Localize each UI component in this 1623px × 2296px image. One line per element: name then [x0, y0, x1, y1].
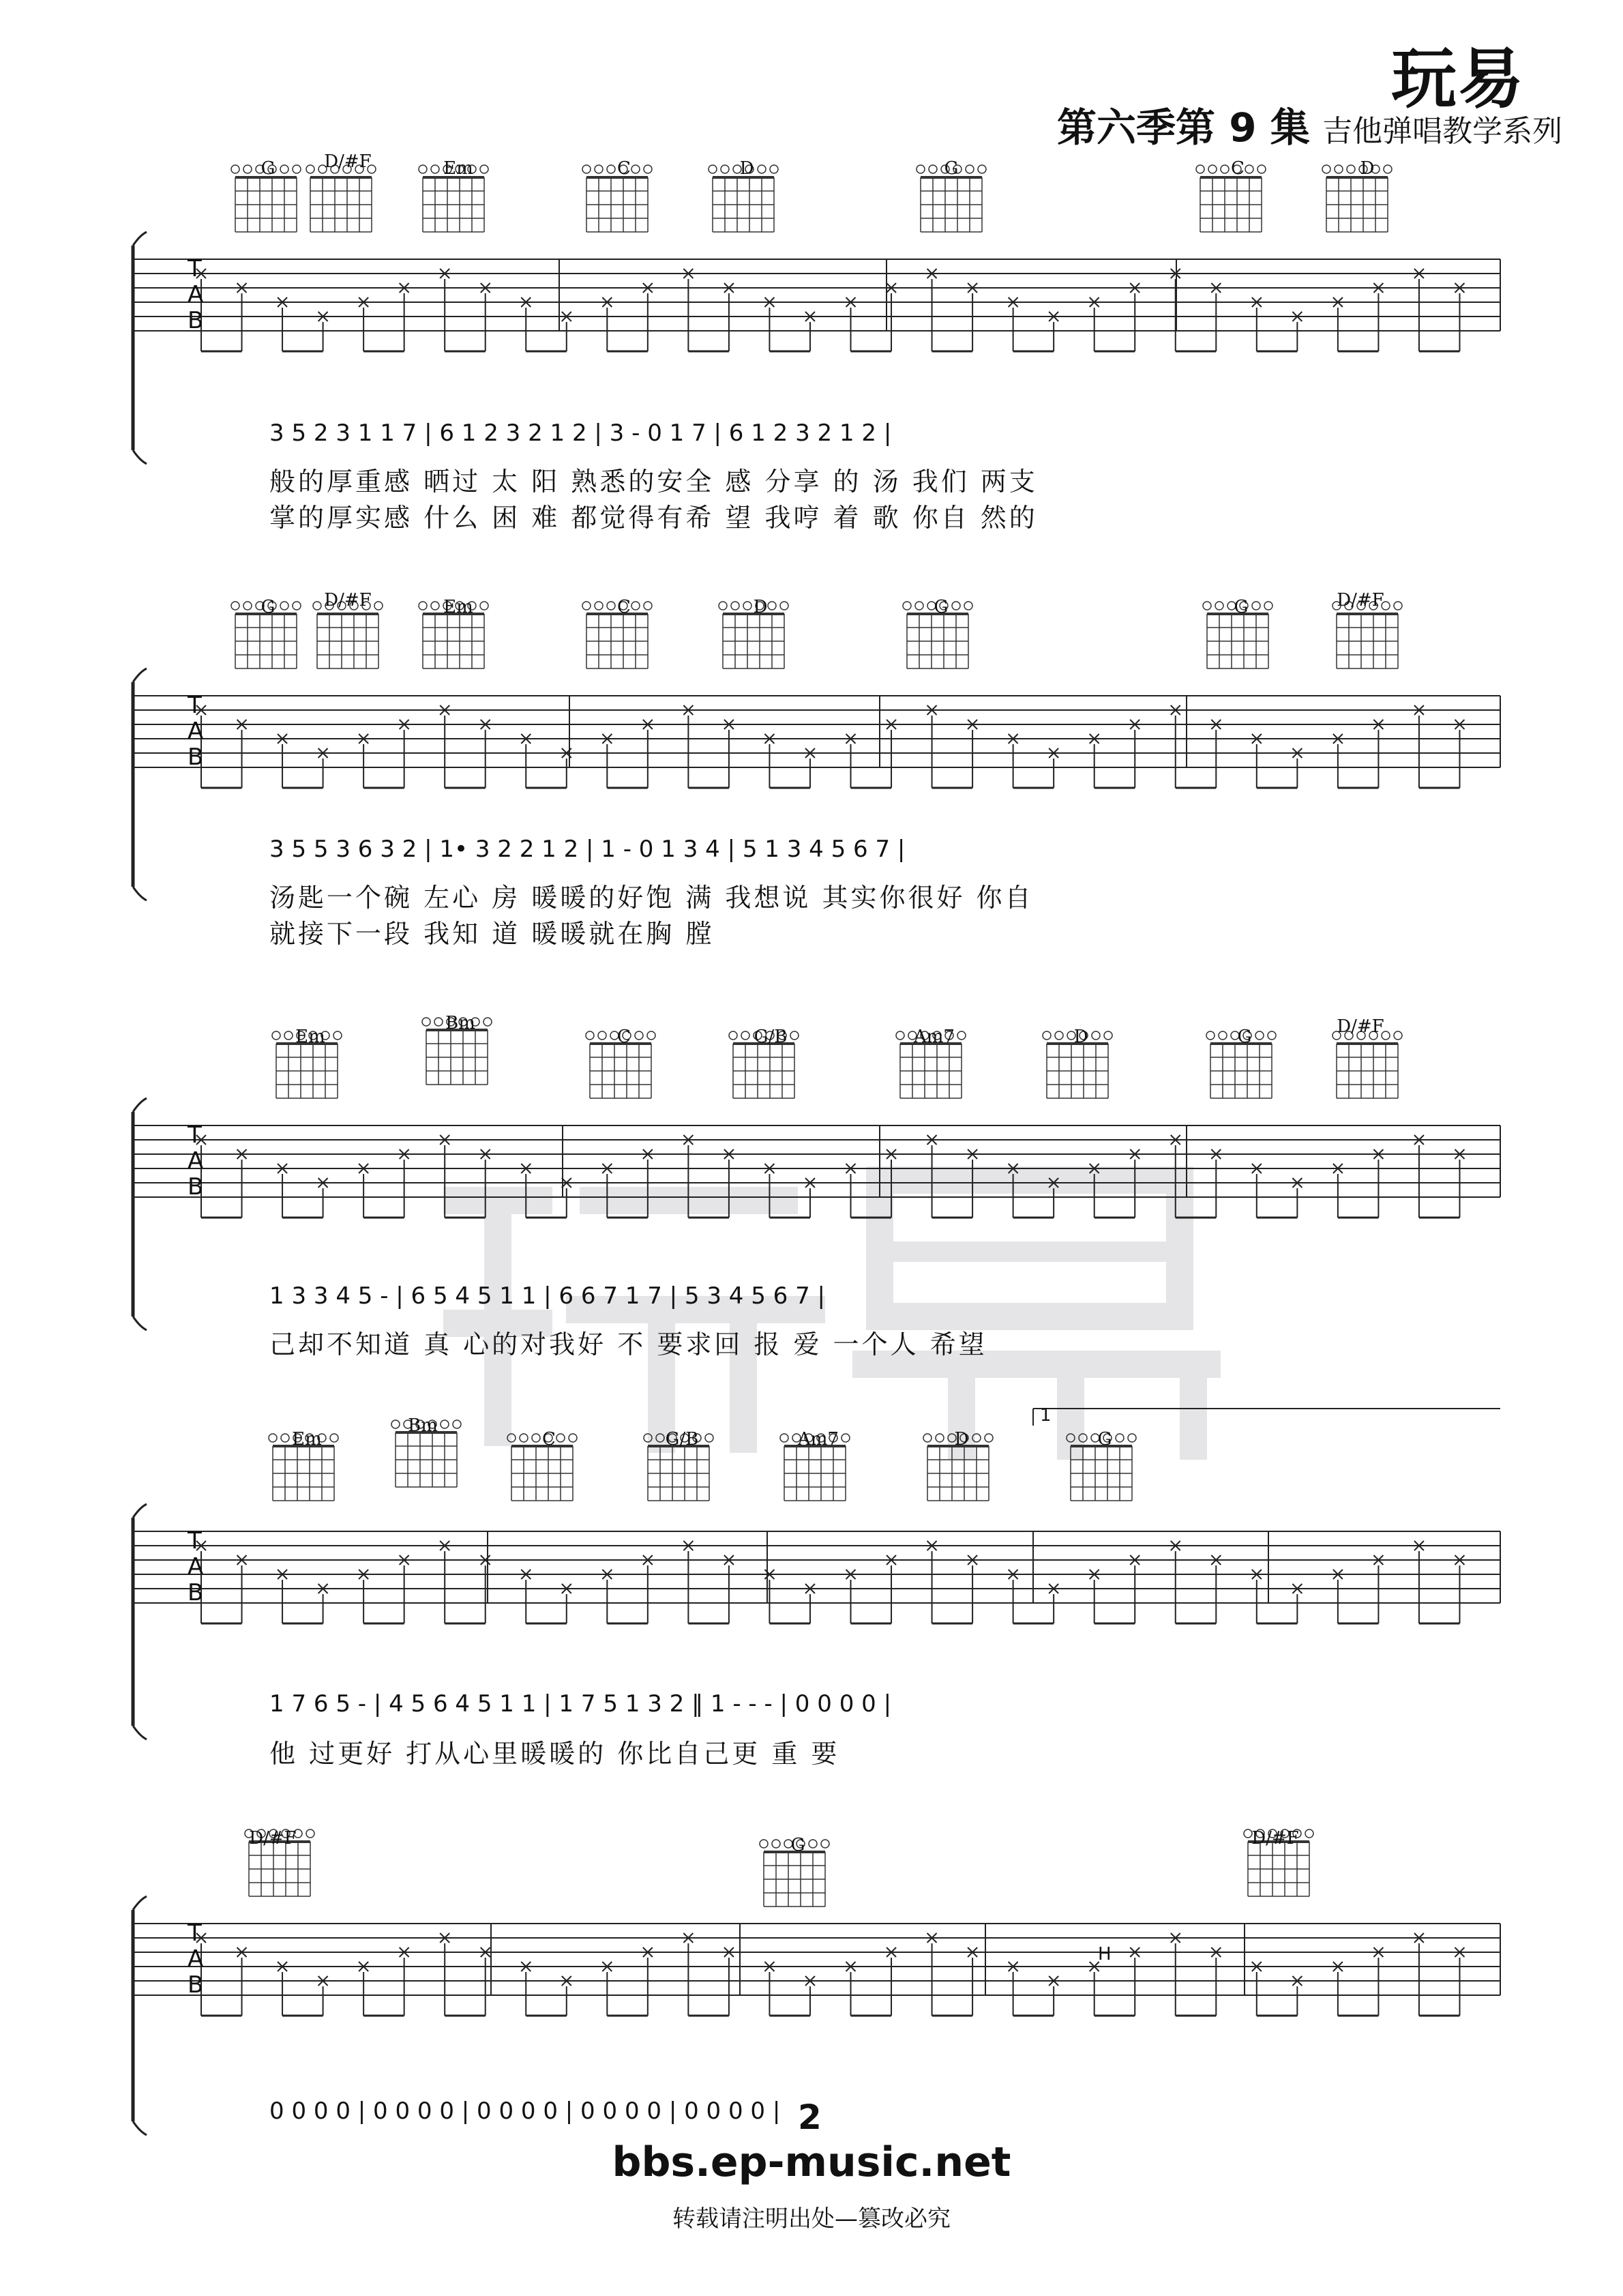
chord-label: G [944, 158, 959, 179]
chord-label: G [260, 158, 276, 179]
chord-label: Am7 [798, 1429, 839, 1449]
tab-clef-letters [188, 1122, 203, 1200]
chord-label: D/#F [1337, 1016, 1384, 1037]
clef-a: A [188, 718, 204, 745]
clef-a: A [188, 1147, 204, 1175]
clef-t: T [188, 692, 202, 719]
lyric-line-2: 就接下一段 我知 道 暖暖就在胸 膛 [269, 919, 715, 949]
chord-label: G [260, 597, 276, 617]
chord-label: Bm [445, 1013, 475, 1033]
chord-label: Em [443, 158, 473, 179]
chord-label: Em [295, 1027, 325, 1047]
chord-label: Am7 [914, 1027, 955, 1047]
clef-a: A [188, 1553, 204, 1580]
chord-label: G [1234, 597, 1249, 617]
chord-label: G/B [754, 1027, 788, 1047]
clef-t: T [188, 1919, 202, 1947]
chord-label: C [617, 1027, 631, 1047]
clef-b: B [188, 1971, 204, 1999]
lyric-line-1: 汤匙一个碗 左心 房 暖暖的好饱 满 我想说 其实你很好 你自 [269, 883, 1034, 913]
page-number: 2 [798, 2098, 822, 2137]
lyric-line-1: 己却不知道 真 心的对我好 不 要求回 报 爱 一个人 希望 [269, 1329, 987, 1359]
bracket-hook [133, 1098, 147, 1112]
chord-label: C [617, 158, 631, 179]
chord-label: D [739, 158, 754, 179]
tab-clef-letters [188, 1528, 203, 1606]
hammer-on-mark: H [1098, 1944, 1112, 1964]
chord-label: G [934, 597, 949, 617]
bracket-hook [133, 232, 147, 246]
chord-label: D/#F [249, 1828, 297, 1849]
clef-b: B [188, 1173, 204, 1201]
lyric-line-1: 他 过更好 打从心里暖暖的 你比自己更 重 要 [269, 1739, 840, 1769]
numbered-notation: 3 5 5 3 6 3 2 | 1• 3 2 2 1 2 | 1 - 0 1 3 4 | 5 1 3 4 5 6 7 | [269, 836, 906, 863]
series-label: 吉他弹唱教学系列 [1322, 114, 1563, 149]
bracket-hook [133, 668, 147, 682]
copyright-notice: 转载请注明出处—篡改必究 [672, 2205, 951, 2233]
chord-label: C [1231, 158, 1245, 179]
chord-label: D [954, 1429, 969, 1449]
clef-a: A [188, 1945, 204, 1973]
chord-label: Em [443, 597, 473, 617]
bracket-hook [133, 1726, 147, 1739]
chord-label: G/B [665, 1429, 699, 1449]
numbered-notation: 0 0 0 0 | 0 0 0 0 | 0 0 0 0 | 0 0 0 0 | 0 0 0 0 | [269, 2098, 781, 2125]
chord-label: D/#F [1251, 1828, 1299, 1849]
site-link[interactable]: bbs.ep-music.net [612, 2138, 1011, 2186]
chord-label: C [617, 597, 631, 617]
clef-t: T [188, 1527, 202, 1555]
clef-t: T [188, 255, 202, 282]
brand-logo: 玩易 [1391, 41, 1525, 117]
chord-label: D [1073, 1027, 1088, 1047]
volta-number: 1 [1040, 1405, 1052, 1426]
numbered-notation: 1 3 3 4 5 - | 6 5 4 5 1 1 | 6 6 7 1 7 | 5 3 4 5 6 7 | [269, 1282, 825, 1310]
tab-clef-letters [188, 256, 203, 334]
bracket-hook [133, 2121, 147, 2135]
lyric-line-1: 般的厚重感 晒过 太 阳 熟悉的安全 感 分享 的 汤 我们 两支 [269, 467, 1038, 497]
chord-label: D/#F [324, 151, 372, 172]
clef-a: A [188, 281, 204, 308]
chord-label: G [790, 1835, 805, 1855]
chord-label: D [1360, 158, 1375, 179]
bracket-hook [133, 1316, 147, 1330]
numbered-notation: 3 5 2 3 1 1 7 | 6 1 2 3 2 1 2 | 3 - 0 1 7 | 6 1 2 3 2 1 2 | [269, 420, 892, 447]
chord-label: C [542, 1429, 556, 1449]
chord-label: G [1237, 1027, 1252, 1047]
bracket-hook [133, 1504, 147, 1518]
clef-b: B [188, 1579, 204, 1606]
chord-label: D/#F [324, 590, 372, 610]
numbered-notation: 1 7 6 5 - | 4 5 6 4 5 1 1 | 1 7 5 1 3 2 ‖ 1 - - - | 0 0 0 0 | [269, 1690, 892, 1718]
season-episode: 第六季第 9 集 [1057, 104, 1310, 151]
chord-label: Bm [408, 1415, 438, 1436]
clef-b: B [188, 307, 204, 334]
chord-label: D [753, 597, 768, 617]
chord-label: Em [292, 1429, 322, 1449]
bracket-hook [133, 450, 147, 464]
tab-clef-letters [188, 1920, 203, 1998]
clef-b: B [188, 744, 204, 771]
clef-t: T [188, 1121, 202, 1149]
bracket-hook [133, 887, 147, 900]
lyric-line-2: 掌的厚实感 什么 困 难 都觉得有希 望 我哼 着 歌 你自 然的 [269, 503, 1038, 533]
bracket-hook [133, 1896, 147, 1910]
chord-label: G [1097, 1429, 1112, 1449]
chord-label: D/#F [1337, 590, 1384, 610]
tab-clef-letters [188, 692, 203, 770]
